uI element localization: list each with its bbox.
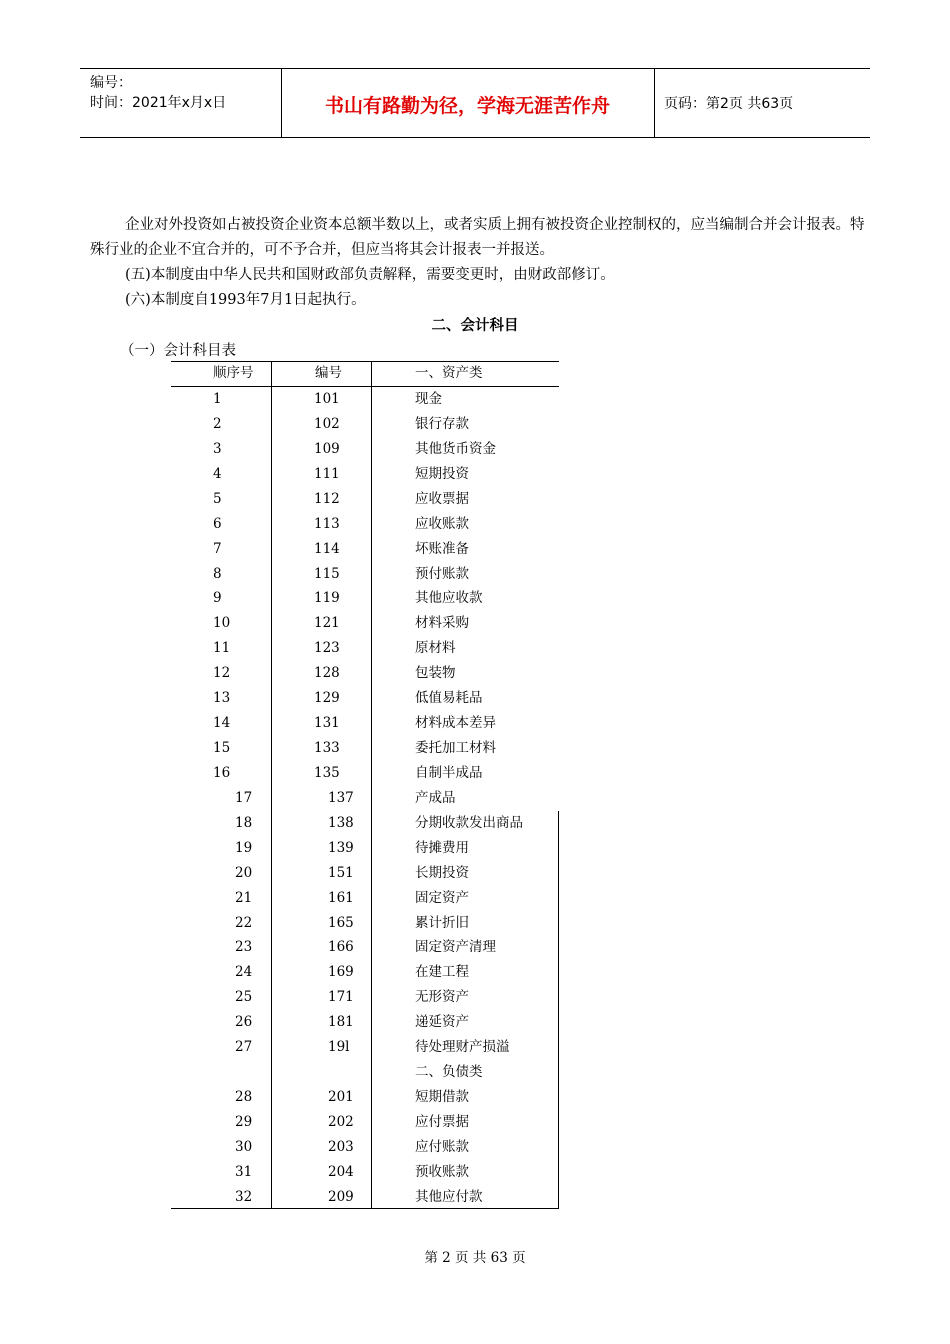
cell-account-name: 短期借款 — [415, 1089, 469, 1106]
cell-code: 151 — [328, 864, 354, 881]
header-time-label: 时间：2021年x月x日 — [90, 95, 227, 111]
cell-seq: 16 — [213, 764, 231, 781]
cell-account-name: 包装物 — [415, 665, 456, 682]
cell-seq: 23 — [235, 939, 253, 956]
table-row — [171, 412, 559, 437]
cell-code: 166 — [328, 939, 354, 956]
cell-account-name: 委托加工材料 — [415, 740, 496, 757]
cell-seq: 3 — [213, 440, 222, 457]
cell-account-name: 应收票据 — [415, 490, 469, 507]
table-row — [171, 686, 559, 711]
cell-seq: 21 — [235, 889, 253, 906]
paragraph-interpretation: (五)本制度由中华人民共和国财政部负责解释，需要变更时，由财政部修订。 — [125, 267, 615, 283]
cell-seq: 8 — [213, 565, 222, 582]
cell-code: 203 — [328, 1138, 354, 1155]
cell-account-name: 待摊费用 — [415, 839, 469, 856]
cell-code: 133 — [314, 740, 340, 757]
cell-account-name: 短期投资 — [415, 465, 469, 482]
cell-code: 201 — [328, 1089, 354, 1106]
cell-account-name: 分期收款发出商品 — [415, 814, 523, 831]
cell-account-name: 其他货币资金 — [415, 440, 496, 457]
header-assets-category: 一、资产类 — [415, 365, 483, 381]
cell-seq: 10 — [213, 615, 231, 632]
cell-seq: 26 — [235, 1014, 253, 1031]
cell-seq: 6 — [213, 515, 222, 532]
cell-seq: 1 — [213, 391, 222, 407]
cell-account-name: 预收账款 — [415, 1163, 469, 1180]
cell-seq: 28 — [235, 1089, 253, 1106]
cell-seq: 24 — [235, 964, 253, 981]
table-row — [171, 512, 559, 537]
table-row — [171, 1085, 559, 1110]
cell-code: 112 — [314, 490, 340, 507]
table-row — [171, 985, 559, 1010]
table-row — [171, 861, 559, 886]
cell-code: 137 — [328, 789, 354, 806]
table-row — [171, 1160, 559, 1185]
cell-seq: 14 — [213, 715, 231, 732]
cell-account-name: 无形资产 — [415, 989, 469, 1006]
cell-code: 169 — [328, 964, 354, 981]
cell-code: 209 — [328, 1188, 354, 1205]
section-title: 二、会计科目 — [431, 318, 519, 334]
header-code: 编号 — [315, 365, 342, 381]
cell-account-name: 应收账款 — [415, 515, 469, 532]
cell-account-name: 应付票据 — [415, 1113, 469, 1130]
cell-code: 171 — [328, 989, 354, 1006]
cell-seq: 17 — [235, 789, 253, 806]
table-header-row — [171, 361, 559, 386]
table-row — [171, 1110, 559, 1135]
cell-code: 123 — [314, 640, 340, 657]
account-table — [171, 361, 559, 1209]
cell-seq: 22 — [235, 914, 253, 931]
cell-code: 202 — [328, 1113, 354, 1130]
cell-code: 119 — [314, 590, 340, 607]
cell-account-name: 在建工程 — [415, 964, 469, 981]
cell-seq: 7 — [213, 540, 222, 557]
cell-account-name: 待处理财产损溢 — [415, 1039, 510, 1056]
cell-seq: 20 — [235, 864, 253, 881]
table-row — [171, 611, 559, 636]
cell-code: 129 — [314, 690, 340, 707]
cell-seq: 13 — [213, 690, 231, 707]
table-row — [171, 661, 559, 686]
paragraph-consolidation: 企业对外投资如占被投资企业资本总额半数以上，或者实质上拥有被投资企业控制权的，应当编制合并会计报表。特殊行业的企业不宜合并的，可不予合并，但应当将其会计报表一并报送。 — [90, 217, 865, 258]
table-row — [171, 462, 559, 487]
cell-code: 135 — [314, 764, 340, 781]
table-row — [171, 836, 559, 861]
cell-account-name: 固定资产清理 — [415, 939, 496, 956]
cell-account-name: 递延资产 — [415, 1014, 469, 1031]
cell-code: 128 — [314, 665, 340, 682]
cell-seq: 19 — [235, 839, 253, 856]
cell-code: 181 — [328, 1014, 354, 1031]
cell-account-name: 银行存款 — [415, 415, 469, 432]
cell-seq: 32 — [235, 1188, 253, 1205]
cell-code: 111 — [314, 465, 340, 482]
cell-account-name: 产成品 — [415, 789, 456, 806]
cell-account-name: 长期投资 — [415, 864, 469, 881]
page-header — [80, 68, 870, 138]
cell-account-name: 坏账准备 — [415, 540, 469, 557]
cell-account-name: 其他应收款 — [415, 590, 483, 607]
table-row — [171, 1060, 559, 1085]
cell-account-name: 现金 — [415, 391, 442, 407]
table-row — [171, 811, 559, 836]
cell-account-name: 材料成本差异 — [415, 715, 496, 732]
subsection-title: （一）会计科目表 — [120, 343, 236, 359]
cell-account-name: 其他应付款 — [415, 1188, 483, 1205]
table-row — [171, 636, 559, 661]
cell-code: 114 — [314, 540, 340, 557]
table-row — [171, 935, 559, 960]
cell-seq: 29 — [235, 1113, 253, 1130]
table-row — [171, 761, 559, 786]
cell-seq: 31 — [235, 1163, 253, 1180]
table-row — [171, 911, 559, 936]
table-row — [171, 1010, 559, 1035]
cell-code: 101 — [314, 391, 340, 407]
table-row — [171, 886, 559, 911]
cell-code: 165 — [328, 914, 354, 931]
cell-code: 121 — [314, 615, 340, 632]
table-row — [171, 586, 559, 611]
cell-account-name: 低值易耗品 — [415, 690, 483, 707]
cell-account-name: 原材料 — [415, 640, 456, 657]
table-row — [171, 960, 559, 985]
paragraph-effective-date: (六)本制度自1993年7月1日起执行。 — [125, 292, 366, 308]
table-row — [171, 387, 559, 412]
cell-code: 204 — [328, 1163, 354, 1180]
header-seq: 顺序号 — [213, 365, 254, 381]
table-row — [171, 437, 559, 462]
header-divider — [654, 69, 655, 137]
cell-seq: 18 — [235, 814, 253, 831]
cell-account-name: 固定资产 — [415, 889, 469, 906]
table-row — [171, 562, 559, 587]
cell-account-name: 自制半成品 — [415, 764, 483, 781]
cell-code: 139 — [328, 839, 354, 856]
table-row — [171, 786, 559, 811]
table-row — [171, 1135, 559, 1160]
cell-code: 113 — [314, 515, 340, 532]
cell-account-name: 预付账款 — [415, 565, 469, 582]
cell-seq: 9 — [213, 590, 222, 607]
header-number-label: 编号： — [90, 75, 132, 91]
header-motto: 书山有路勤为径，学海无涯苦作舟 — [324, 95, 610, 117]
cell-seq: 4 — [213, 465, 222, 482]
cell-seq: 30 — [235, 1138, 253, 1155]
cell-account-name: 二、负债类 — [415, 1064, 483, 1081]
cell-code: 109 — [314, 440, 340, 457]
cell-code: 131 — [314, 715, 340, 732]
table-row — [171, 736, 559, 761]
cell-account-name: 累计折旧 — [415, 914, 469, 931]
page-footer: 第 2 页 共 63 页 — [424, 1250, 526, 1266]
header-page-code: 页码：第2页 共63页 — [664, 96, 794, 112]
table-row — [171, 537, 559, 562]
cell-account-name: 应付账款 — [415, 1138, 469, 1155]
cell-code: 138 — [328, 814, 354, 831]
table-row — [171, 1035, 559, 1060]
cell-code: 19l — [328, 1039, 350, 1056]
cell-account-name: 材料采购 — [415, 615, 469, 632]
cell-code: 115 — [314, 565, 340, 582]
cell-code: 161 — [328, 889, 354, 906]
cell-seq: 27 — [235, 1039, 253, 1056]
cell-seq: 5 — [213, 490, 222, 507]
cell-seq: 12 — [213, 665, 231, 682]
table-row — [171, 1185, 559, 1210]
header-meta — [90, 73, 226, 113]
cell-seq: 11 — [213, 640, 231, 657]
cell-seq: 2 — [213, 415, 222, 432]
cell-code: 102 — [314, 415, 340, 432]
cell-seq: 25 — [235, 989, 253, 1006]
cell-seq: 15 — [213, 740, 231, 757]
table-row — [171, 711, 559, 736]
table-row — [171, 487, 559, 512]
